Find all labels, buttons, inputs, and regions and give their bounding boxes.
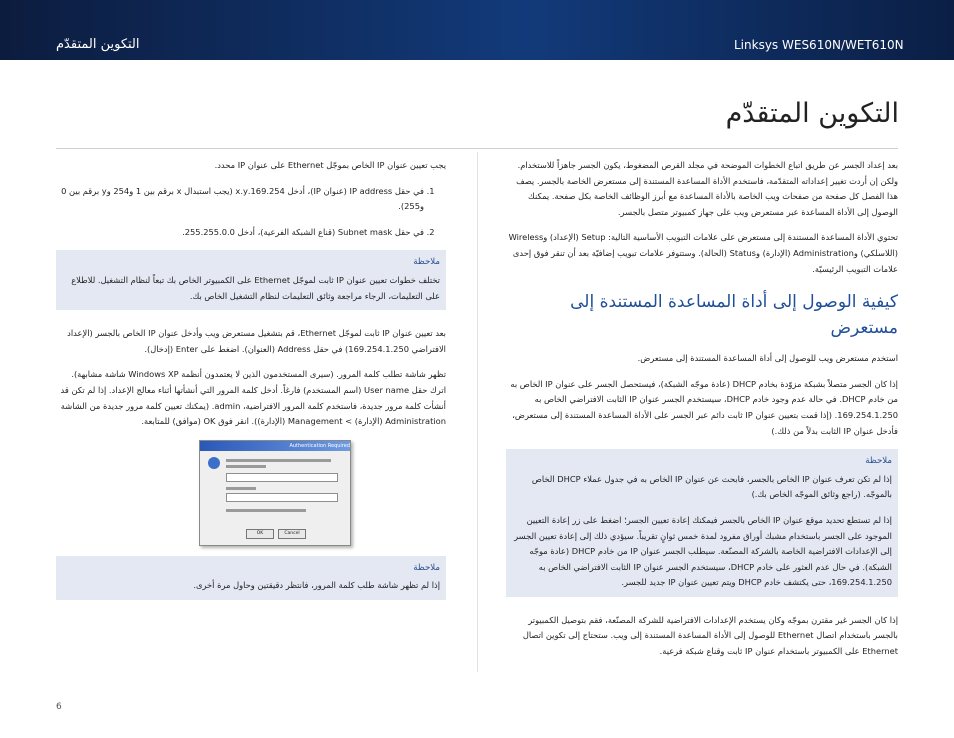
note-title: ملاحظة	[865, 456, 892, 467]
page-header	[0, 0, 954, 60]
browser-paragraph: بعد تعيين عنوان IP ثابت لموجّل Ethernet، قم بتشغيل مستعرض ويب وأدخل عنوان IP الخاص بالجسر (الإعداد الافتراضي 169.254.1.250) في حقل Address (العنوان). اضغط على Enter (إدخال).	[67, 328, 446, 354]
product-name: Linksys WES610N/WET610N	[734, 38, 904, 52]
title-divider	[56, 148, 898, 149]
note-title: ملاحظة	[413, 257, 440, 268]
section-name: التكوين المتقدّم	[56, 37, 140, 52]
static-ip-intro: يجب تعيين عنوان IP الخاص بموجّل Ethernet على عنوان IP محدد.	[214, 160, 446, 170]
dhcp-paragraph: إذا كان الجسر متصلاً بشبكة مزوّدة بخادم DHCP (عادة موجّه الشبكة)، فيستحصل الجسر على عنوان IP الخاص به من خادم DHCP. في حالة عدم وجود خادم DHCP، سيستخدم الجسر عنوان IP الثابت الافتراضي الخاص به 169.254.1.250. (إذا قمت بتعيين عنوان IP ثابت دائم عبر الجسر على الأداة المساعدة المستندة إلى مستعرض، فأدخل عنوان IP الثابت بدلاً من ذلك.)	[510, 378, 898, 436]
column-divider	[477, 152, 478, 672]
field-label	[226, 487, 256, 490]
section-heading: كيفية الوصول إلى أداة المساعدة المستندة إلى مستعرض	[570, 292, 898, 339]
note-box	[56, 556, 446, 600]
step-item: 2. في حقل Subnet mask (قناع الشبكة الفرعية)، أدخل 255.255.0.0.	[56, 225, 424, 241]
prompt-line	[226, 465, 266, 468]
note-box	[506, 449, 898, 597]
intro-paragraph: بعد إعداد الجسر عن طريق اتباع الخطوات الموضحة في مجلد القرص المضغوط، يكون الجسر جاهزاً للاستخدام. ولكن إن أردت تغيير إعداداته المتقدّمة، فاستخدم الأداة المساعدة المستندة إلى مستعرض الخاصة بالجسر. يصف هذا الفصل كل صفحة من صفحات ويب الخاصة بالأداة المساعدة مع أبرز الوظائف الخاصة بكل صفحة. يمكنك الوصول إلى الأداة المساعدة عبر مستعرض ويب على جهاز كمبيوتر متصل بالجسر.	[516, 160, 898, 217]
username-field	[226, 473, 338, 482]
access-paragraph: استخدم مستعرض ويب للوصول إلى أداة المساعدة المستندة إلى مستعرض.	[637, 353, 898, 364]
note-box	[56, 250, 446, 310]
remember-checkbox	[226, 509, 306, 512]
steps-list	[56, 184, 446, 241]
tabs-paragraph: تحتوي الأداة المساعدة المستندة إلى مستعرض على علامات التبويب الأساسية التالية: Setup (الإعداد) وWireless (اللاسلكي) وAdministration (الإدارة) وStatus (الحالة). وستتوفر علامات تبويب إضافيّة بعد أن تنقر فوق إحدى علامات التبويب الرئيسيّة.	[508, 232, 898, 274]
note-title: ملاحظة	[413, 562, 440, 573]
login-paragraph: تظهر شاشة تطلب كلمة المرور. (سيرى المستخدمون الذين لا يعتمدون أنظمة Windows XP شاشة مشابهة). اترك حقل User name (اسم المستخدم) فارغاً. أدخل كلمة المرور التي أنشأتها أثناء معالج الإعداد. إذا لم تكن قد أنشأت كلمة مرور جديدة، فاستخدم كلمة المرور الافتراضية، admin. (يمكنك تعيين كلمة مرور جديدة من الشاشة Administration (الإدارة) > Management (الإدارة)). انقر فوق OK (موافق) للمتابعة.	[60, 369, 446, 427]
login-dialog-screenshot	[199, 440, 351, 546]
note-text: إذا لم تكن تعرف عنوان IP الخاص بالجسر، فابحث عن عنوان IP الخاص به في جدول عملاء DHCP الخاص بالموجّه. (راجع وثائق الموجّه الخاص بك.)	[531, 473, 892, 500]
dialog-ok-button: OK	[246, 529, 274, 539]
note-text: إذا لم تستطع تحديد موقع عنوان IP الخاص بالجسر فيمكنك إعادة تعيين الجسر؛ اضغط على زر إعادة التعيين الموجود على الجسر باستخدام مشبك أوراق مفرود لمدة خمس ثوانٍ تقريباً. سيؤدي ذلك إلى إعادة تعيين الجسر إلى الإعدادات الافتراضية الخاصة بالشركة المصنّعة. سيطلب الجسر عنوان IP من خادم DHCP (عادة موجّه الشبكة). في حال عدم العثور على خادم DHCP، سيستخدم الجسر عنوان IP الثابت الافتراضي الخاص به 169.254.1.250، حتى يكتشف خادم DHCP ويتم تعيين عنوان IP جديد للجسر.	[514, 514, 892, 588]
password-field	[226, 493, 338, 502]
dialog-cancel-button: Cancel	[278, 529, 306, 539]
step-item: 1. في حقل IP address (عنوان IP)، أدخل 169.254.x.y (يجب استبدال x برقم بين 1 و254 وy برقم بين 0 و255).	[56, 184, 424, 215]
note-text: إذا لم تظهر شاشة طلب كلمة المرور، فانتظر دقيقتين وحاول مرة أخرى.	[193, 580, 440, 591]
page-title: التكوين المتقدّم	[725, 98, 899, 129]
ethernet-paragraph: إذا كان الجسر غير مقترن بموجّه وكان يستخدم الإعدادات الافتراضية للشركة المصنّعة، فقم بتوصيل الكمبيوتر بالجسر باستخدام اتصال Ethernet للوصول إلى الأداة المساعدة المستندة إلى ويب. ستحتاج إلى تكوين اتصال Ethernet على الكمبيوتر باستخدام عنوان IP ثابت وقناع شبكة فرعية.	[522, 614, 898, 657]
page-number: 6	[56, 702, 62, 712]
left-column	[56, 158, 446, 616]
dialog-title: Authentication Required	[200, 441, 350, 451]
right-column	[506, 158, 898, 670]
info-icon	[208, 457, 220, 469]
prompt-line	[226, 459, 331, 462]
note-text: تختلف خطوات تعيين عنوان IP ثابت لموجّل Ethernet على الكمبيوتر الخاص بك تبعاً لنظام التشغيل. للاطلاع على التعليمات، الرجاء مراجعة وثائق التعليمات لنظام التشغيل الخاص بك.	[71, 274, 440, 301]
